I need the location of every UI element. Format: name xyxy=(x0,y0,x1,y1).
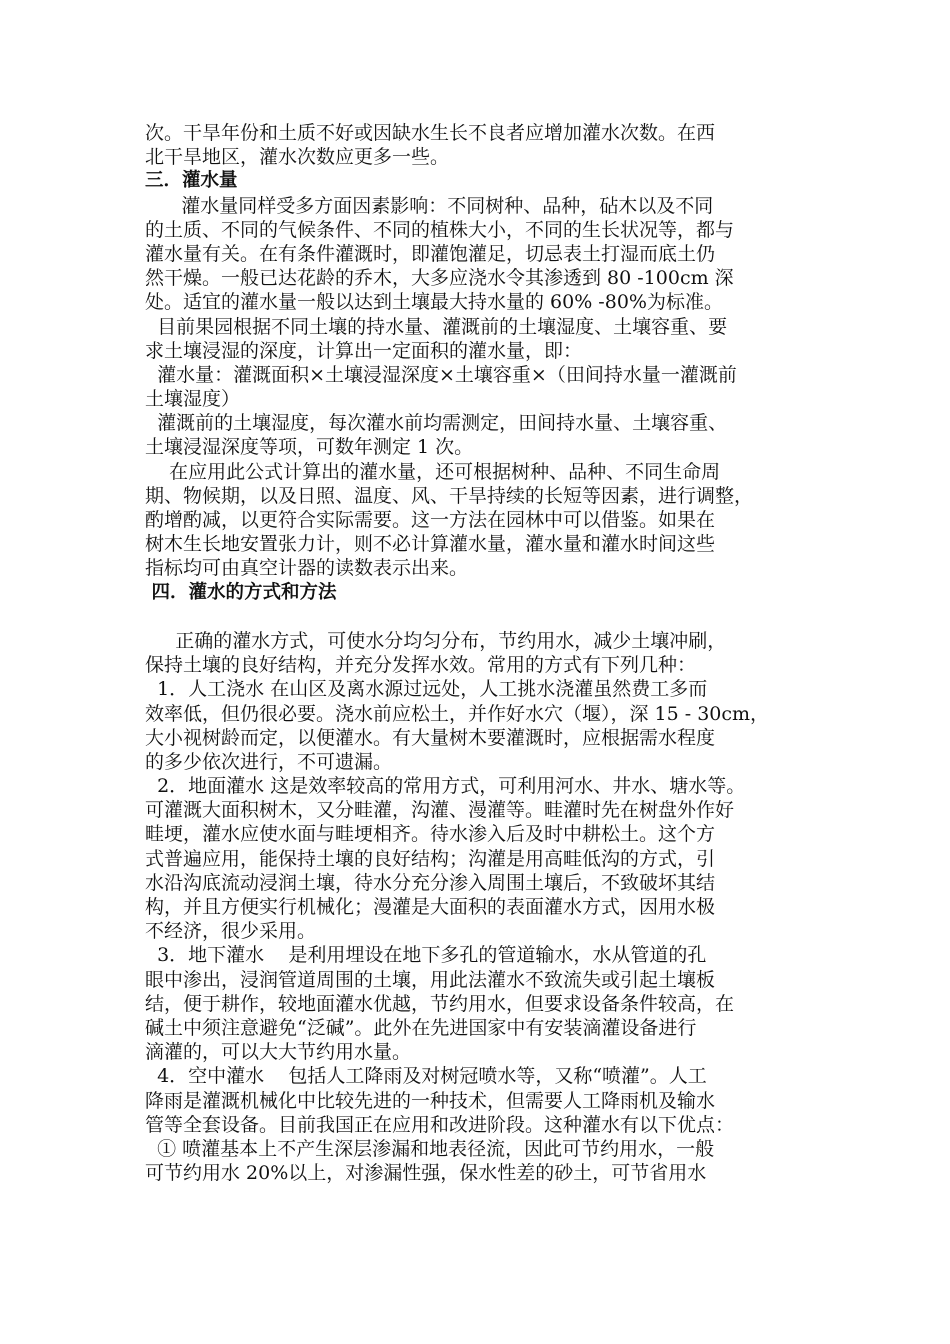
text-line: 碱土中须注意避免“泛碱”。此外在先进国家中有安装滴灌设备进行 xyxy=(145,1016,697,1039)
text-line: 北干旱地区，灌水次数应更多一些。 xyxy=(145,146,450,169)
section-heading: 四．灌水的方式和方法 xyxy=(145,581,337,603)
text-line: ① 喷灌基本上不产生深层渗漏和地表径流，因此可节约用水，一般 xyxy=(145,1137,715,1160)
text-line: 滴灌的，可以大大节约用水量。 xyxy=(145,1041,412,1064)
text-line: 期、物候期，以及日照、温度、风、干旱持续的长短等因素，进行调整， xyxy=(145,484,754,507)
text-line: 在应用此公式计算出的灌水量，还可根据树种、品种、不同生命周 xyxy=(145,460,721,483)
blank-line xyxy=(145,605,813,629)
text-line: 降雨是灌溉机械化中比较先进的一种技术，但需要人工降雨机及输水 xyxy=(145,1089,716,1112)
text-line: 正确的灌水方式，可使水分均匀分布，节约用水，减少土壤冲刷， xyxy=(145,629,727,652)
text-line: 保持土壤的良好结构，并充分发挥水效。常用的方式有下列几种： xyxy=(145,654,697,677)
text-line: 构，并且方便实行机械化；漫灌是大面积的表面灌水方式，因用水极 xyxy=(145,896,716,918)
text-line: 4．空中灌水 包括人工降雨及对树冠喷水等，又称“喷灌”。人工 xyxy=(145,1065,707,1088)
text-line: 不经济，很少采用。 xyxy=(145,920,317,943)
text-line: 灌溉前的土壤湿度，每次灌水前均需测定，田间持水量、土壤容重、 xyxy=(145,412,728,435)
text-line: 处。适宜的灌水量一般以达到土壤最大持水量的 60% -80%为标准。 xyxy=(145,291,723,314)
text-line: 水沿沟底流动浸润土壤，待水分充分渗入周围土壤后，不致破坏其结 xyxy=(145,871,716,894)
text-line: 然干燥。一般已达花龄的乔木，大多应浇水令其渗透到 80 -100cm 深 xyxy=(145,267,734,290)
text-line: 目前果园根据不同土壤的持水量、灌溉前的土壤湿度、土壤容重、要 xyxy=(145,315,728,338)
text-line: 树木生长地安置张力计，则不必计算灌水量，灌水量和灌水时间这些 xyxy=(145,533,716,556)
text-line: 效率低，但仍很必要。浇水前应松土，并作好水穴（堰），深 15 - 30cm， xyxy=(145,702,770,725)
document-body xyxy=(145,121,813,1209)
text-line: 可节约用水 20%以上，对渗漏性强，保水性差的砂土，可节省用水 xyxy=(145,1162,707,1185)
text-line: 管等全套设备。目前我国正在应用和改进阶段。这种灌水有以下优点： xyxy=(145,1113,735,1136)
text-line: 2．地面灌水 这是效率较高的常用方式，可利用河水、井水、塘水等。 xyxy=(145,775,746,798)
text-line: 灌水量有关。在有条件灌溉时，即灌饱灌足，切忌表土打湿而底土仍 xyxy=(145,242,716,265)
text-line xyxy=(145,1185,813,1209)
formula-line: 土壤湿度） xyxy=(145,388,241,411)
text-line: 的多少依次进行，不可遗漏。 xyxy=(145,750,393,773)
text-line: 3．地下灌水 是利用埋设在地下多孔的管道输水，水从管道的孔 xyxy=(145,944,707,967)
text-line: 式普遍应用，能保持土壤的良好结构；沟灌是用高畦低沟的方式，引 xyxy=(145,847,716,870)
text-line: 大小视树龄而定，以便灌水。有大量树木要灌溉时，应根据需水程度 xyxy=(145,726,716,749)
text-line: 酌增酌减，以更符合实际需要。这一方法在园林中可以借鉴。如果在 xyxy=(145,509,716,531)
formula-line: 灌水量：灌溉面积×土壤浸湿深度×土壤容重×（田间持水量一灌溉前 xyxy=(145,363,737,386)
text-line: 指标均可由真空计器的读数表示出来。 xyxy=(145,557,469,580)
text-line: 土壤浸湿深度等项，可数年测定 1 次。 xyxy=(145,436,474,459)
text-line: 灌水量同样受多方面因素影响：不同树种、品种，砧木以及不同 xyxy=(145,194,714,217)
text-line: 结，便于耕作，较地面灌水优越，节约用水，但要求设备条件较高，在 xyxy=(145,992,735,1015)
text-line: 求土壤浸湿的深度，计算出一定面积的灌水量，即： xyxy=(145,339,583,362)
text-line: 次。干旱年份和土质不好或因缺水生长不良者应增加灌水次数。在西 xyxy=(145,122,716,144)
text-line: 的土质、不同的气候条件、不同的植株大小，不同的生长状况等，都与 xyxy=(145,218,735,241)
text-line: 畦埂，灌水应使水面与畦埂相齐。待水渗入后及时中耕松土。这个方 xyxy=(145,823,716,846)
text-line: 眼中渗出，浸润管道周围的土壤，用此法灌水不致流失或引起土壤板 xyxy=(145,968,716,991)
text-line: 1．人工浇水 在山区及离水源过远处，人工挑水浇灌虽然费工多而 xyxy=(145,678,708,701)
text-line: 可灌溉大面积树木，又分畦灌，沟灌、漫灌等。畦灌时先在树盘外作好 xyxy=(145,799,735,822)
section-heading: 三．灌水量 xyxy=(145,170,238,192)
